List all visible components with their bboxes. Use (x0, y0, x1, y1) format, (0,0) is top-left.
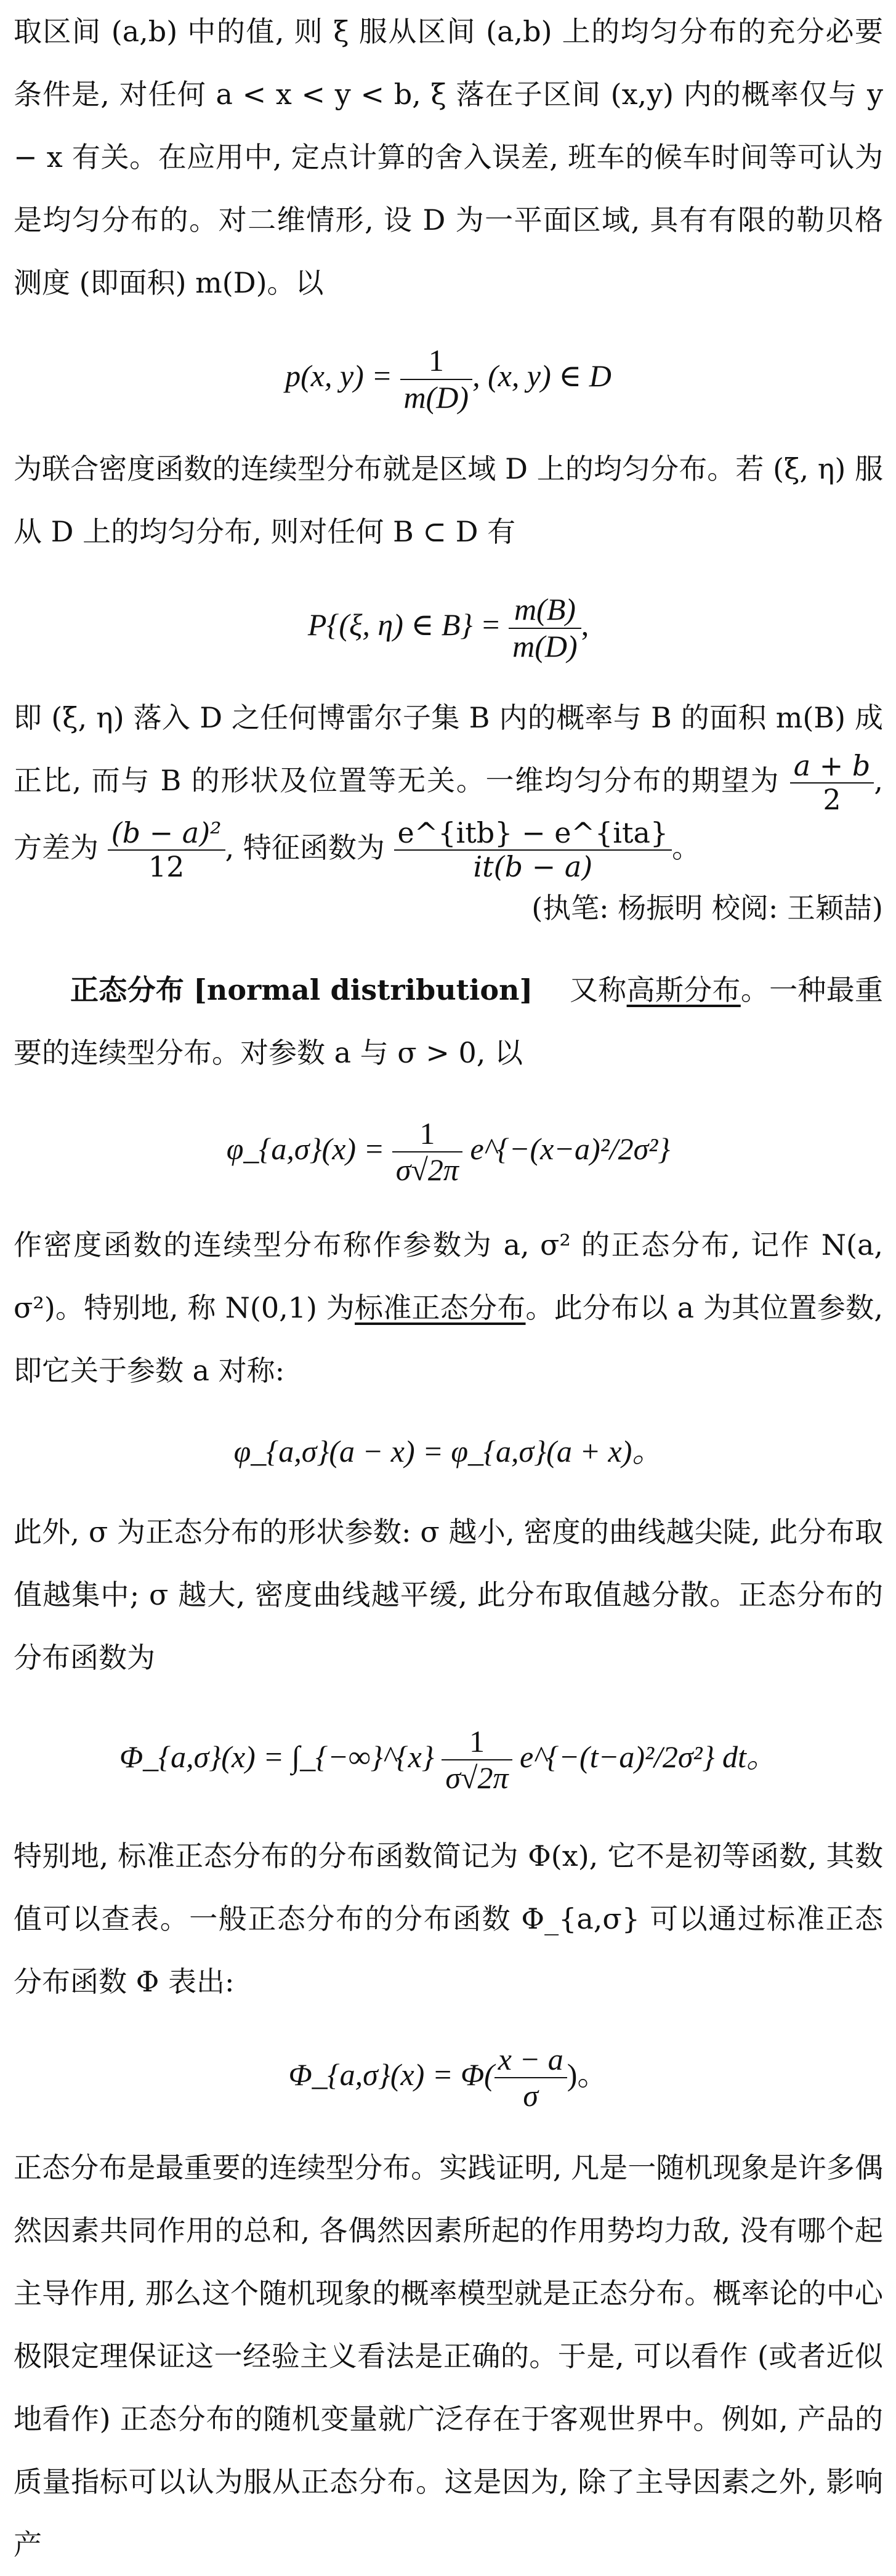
fraction-denominator: m(D) (512, 628, 578, 663)
fraction-denominator: σ (523, 2078, 539, 2113)
fraction-numerator: 1 (400, 343, 473, 380)
entry-english-term: [normal distribution] (193, 973, 533, 1007)
author-credit: (执笔: 杨振明 校阅: 王颖喆) (531, 891, 883, 925)
formula-lhs: P{(ξ, η) ∈ B} = (307, 607, 509, 642)
formula-lhs: φ_{a,σ}(x) = (226, 1131, 392, 1166)
inline-fraction-variance (108, 817, 225, 883)
inline-fraction-mean (790, 750, 874, 816)
formula-normal-standardization (14, 2013, 883, 2136)
formula-lhs: p(x, y) = (285, 358, 400, 393)
formula-uniform-density-2d (14, 314, 883, 437)
formula-lhs: Φ_{a,σ}(x) = Φ( (288, 2057, 494, 2092)
fraction-numerator: 1 (392, 1116, 462, 1153)
paragraph-standard-cdf: 特别地, 标准正态分布的分布函数简记为 Φ(x), 它不是初等函数, 其数值可以查表。一般正态分布的分布函数 Φ_{a,σ} 可以通过标准正态分布函数 Φ 表出: (14, 1839, 883, 1998)
fraction-numerator: x − a (494, 2042, 567, 2079)
text-segment: 又称 (569, 973, 627, 1007)
fraction-denominator: 12 (148, 849, 185, 883)
link-gaussian-distribution[interactable]: 高斯分布 (626, 973, 741, 1007)
formula-rhs: e^{−(t−a)²/2σ²} dt。 (512, 1739, 777, 1774)
formula-normal-symmetry: φ_{a,σ}(a − x) = φ_{a,σ}(a + x)。 (233, 1433, 663, 1468)
document-page (14, 0, 883, 2576)
formula-normal-density (14, 1084, 883, 1213)
text-segment: , 特征函数为 (225, 830, 385, 864)
paragraph-normal-importance: 正态分布是最重要的连续型分布。实践证明, 凡是一随机现象是许多偶然因素共同作用的总和, 各偶然因素所起的作用势均力敌, 没有哪个起主导作用, 那么这个随机现象的概率模型就是正态分布。概率论的中心极限定理保证这一经验主义看法是正确的。于是, 可以看作 (或者近似地看作) 正态分布的随机变量就广泛存在于客观世界中。例如, 产品的质量指标可以认为服从正态分布。这是因为, 除了主导因素之外, 影响产 (14, 2150, 883, 2561)
text-segment: 。一种最重要的连续型分布。对参数 a 与 σ > 0, 以 (14, 973, 884, 1069)
paragraph-normal-shape: 此外, σ 为正态分布的形状参数: σ 越小, 密度的曲线越尖陡, 此分布取值越集中; σ 越大, 密度曲线越平缓, 此分布取值越分散。正态分布的分布函数为 (14, 1515, 883, 1674)
formula-fraction (442, 1724, 512, 1796)
text-segment: 即 (ξ, η) 落入 D 之任何博雷尔子集 B 内的概率与 B 的面积 m(B) 成正比, 而与 B 的形状及位置等无关。一维均匀分布的期望为 (14, 701, 883, 797)
fraction-numerator: a + b (790, 750, 874, 784)
paragraph-uniform-joint: 为联合密度函数的连续型分布就是区域 D 上的均匀分布。若 (ξ, η) 服从 D 上的均匀分布, 则对任何 B ⊂ D 有 (14, 452, 883, 548)
formula-rhs: )。 (567, 2057, 608, 2092)
paragraph-normal-notation (14, 1213, 883, 1402)
fraction-numerator: m(B) (509, 592, 581, 629)
fraction-numerator: e^{itb} − e^{ita} (394, 817, 672, 851)
paragraph-uniform-definition: 取区间 (a,b) 中的值, 则 ξ 服从区间 (a,b) 上的均匀分布的充分必要条件是, 对任何 a < x < y < b, ξ 落在子区间 (x,y) 内的概率仅与 y − x 有关。在应用中, 定点计算的舍入误差, 班车的候车时间等可认为是均匀分布的。对二维情形, 设 D 为一平面区域, 具有有限的勒贝格测度 (即面积) m(D)。以 (14, 15, 883, 299)
formula-rhs: , (x, y) ∈ D (472, 358, 611, 393)
fraction-denominator: σ√2π (395, 1152, 459, 1188)
fraction-denominator: it(b − a) (473, 849, 593, 883)
fraction-denominator: m(D) (403, 379, 469, 415)
text-segment: , 方差为 (14, 764, 883, 864)
formula-fraction (392, 1116, 462, 1188)
link-standard-normal-distribution[interactable]: 标准正态分布 (355, 1290, 526, 1324)
fraction-denominator: 2 (823, 783, 841, 816)
formula-fraction (400, 343, 473, 415)
formula-lhs: Φ_{a,σ}(x) = ∫_{−∞}^{x} (119, 1739, 442, 1774)
formula-uniform-probability (14, 563, 883, 686)
fraction-numerator: 1 (442, 1724, 512, 1761)
formula-fraction (494, 2042, 567, 2114)
fraction-denominator: σ√2π (445, 1760, 509, 1796)
formula-normal-cdf (14, 1689, 883, 1825)
formula-fraction (509, 592, 581, 664)
text-segment: 作密度函数的连续型分布称作参数为 a, σ² 的正态分布, 记作 N(a, σ²)。特别地, 称 N(0,1) 为 (14, 1228, 883, 1324)
fraction-numerator: (b − a)² (108, 817, 225, 851)
text-segment: 。此分布以 a 为其位置参数, 即它关于参数 a 对称: (14, 1290, 884, 1387)
formula-rhs: , (581, 607, 589, 642)
text-segment: 。 (672, 830, 701, 864)
inline-fraction-characteristic (394, 817, 672, 883)
paragraph-uniform-moments (14, 686, 883, 883)
paragraph-normal-intro (14, 958, 883, 1084)
entry-title: 正态分布 (70, 973, 185, 1007)
formula-exponential: e^{−(x−a)²/2σ²} (462, 1131, 671, 1166)
